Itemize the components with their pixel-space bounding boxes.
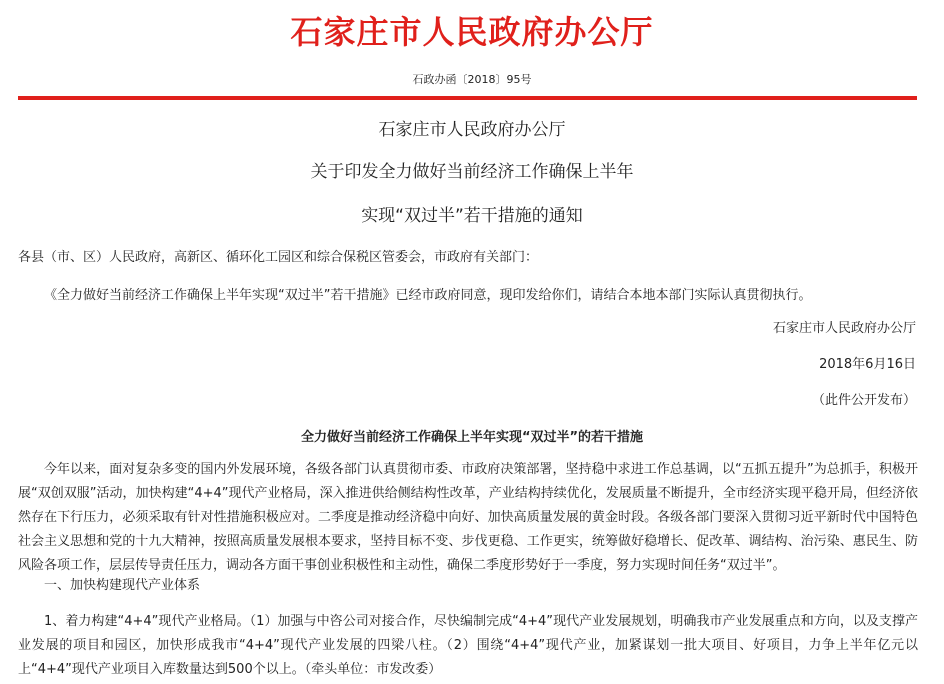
notice-body: 《全力做好当前经济工作确保上半年实现“双过半”若干措施》已经市政府同意，现印发给你们，请结合本地本部门实际认真贯彻执行。 <box>44 288 812 303</box>
signature: 石家庄市人民政府办公厅 <box>772 321 916 336</box>
letterhead-title: 石家庄市人民政府办公厅 <box>290 13 654 51</box>
addressee: 各县（市、区）人民政府，高新区、循环化工园区和综合保税区管委会，市政府有关部门： <box>18 250 539 265</box>
measures-title: 全力做好当前经济工作确保上半年实现“双过半”的若干措施 <box>300 430 644 445</box>
red-divider <box>18 96 917 100</box>
document-number: 石政办函〔2018〕95号 <box>412 73 532 86</box>
notice-title-line1: 关于印发全力做好当前经济工作确保上半年 <box>310 162 634 182</box>
issue-date: 2018年6月16日 <box>819 357 916 372</box>
measures-intro: 今年以来，面对复杂多变的国内外发展环境，各级各部门认真贯彻市委、市政府决策部署，坚持稳中求进工作总基调，以“五抓五提升”为总抓手，积极开展“双创双服”活动，加快构建“4+4”现代产业格局，深入推进供给侧结构性改革，产业结构持续优化，发展质量不断提升，全市经济实现平稳开局，但经济依然存在下行压力，必须采取有针对性措施积极应对。二季度是推动经济稳中向好、加快高质量发展的黄金时段。各级各部门要深入贯彻习近平新时代中国特色社会主义思想和党的十九大精神，按照高质量发展根本要求，坚持目标不变、步伐更稳、工作更实，统筹做好稳增长、促改革、调结构、治污染、惠民生、防风险各项工作，层层传导责任压力，调动各方面干事创业积极性和主动性，确保二季度形势好于一季度，努力实现时间任务“双过半”。 <box>18 462 918 573</box>
publish-note: （此件公开发布） <box>811 393 916 408</box>
section-heading: 一、加快构建现代产业体系 <box>44 578 201 593</box>
notice-issuer: 石家庄市人民政府办公厅 <box>378 120 566 140</box>
notice-title-line2: 实现“双过半”若干措施的通知 <box>361 206 583 226</box>
measure-item-1: 1、着力构建“4+4”现代产业格局。（1）加强与中咨公司对接合作，尽快编制完成“4+4”现代产业发展规划，明确我市产业发展重点和方向，以及支撑产业发展的项目和园区，加快形成我市“4+4”现代产业发展的四梁八柱。（2）围绕“4+4”现代产业，加紧谋划一批大项目、好项目，力争上半年亿元以上“4+4”现代产业项目入库数量达到500个以上。（牵头单位：市发改委） <box>18 614 918 677</box>
